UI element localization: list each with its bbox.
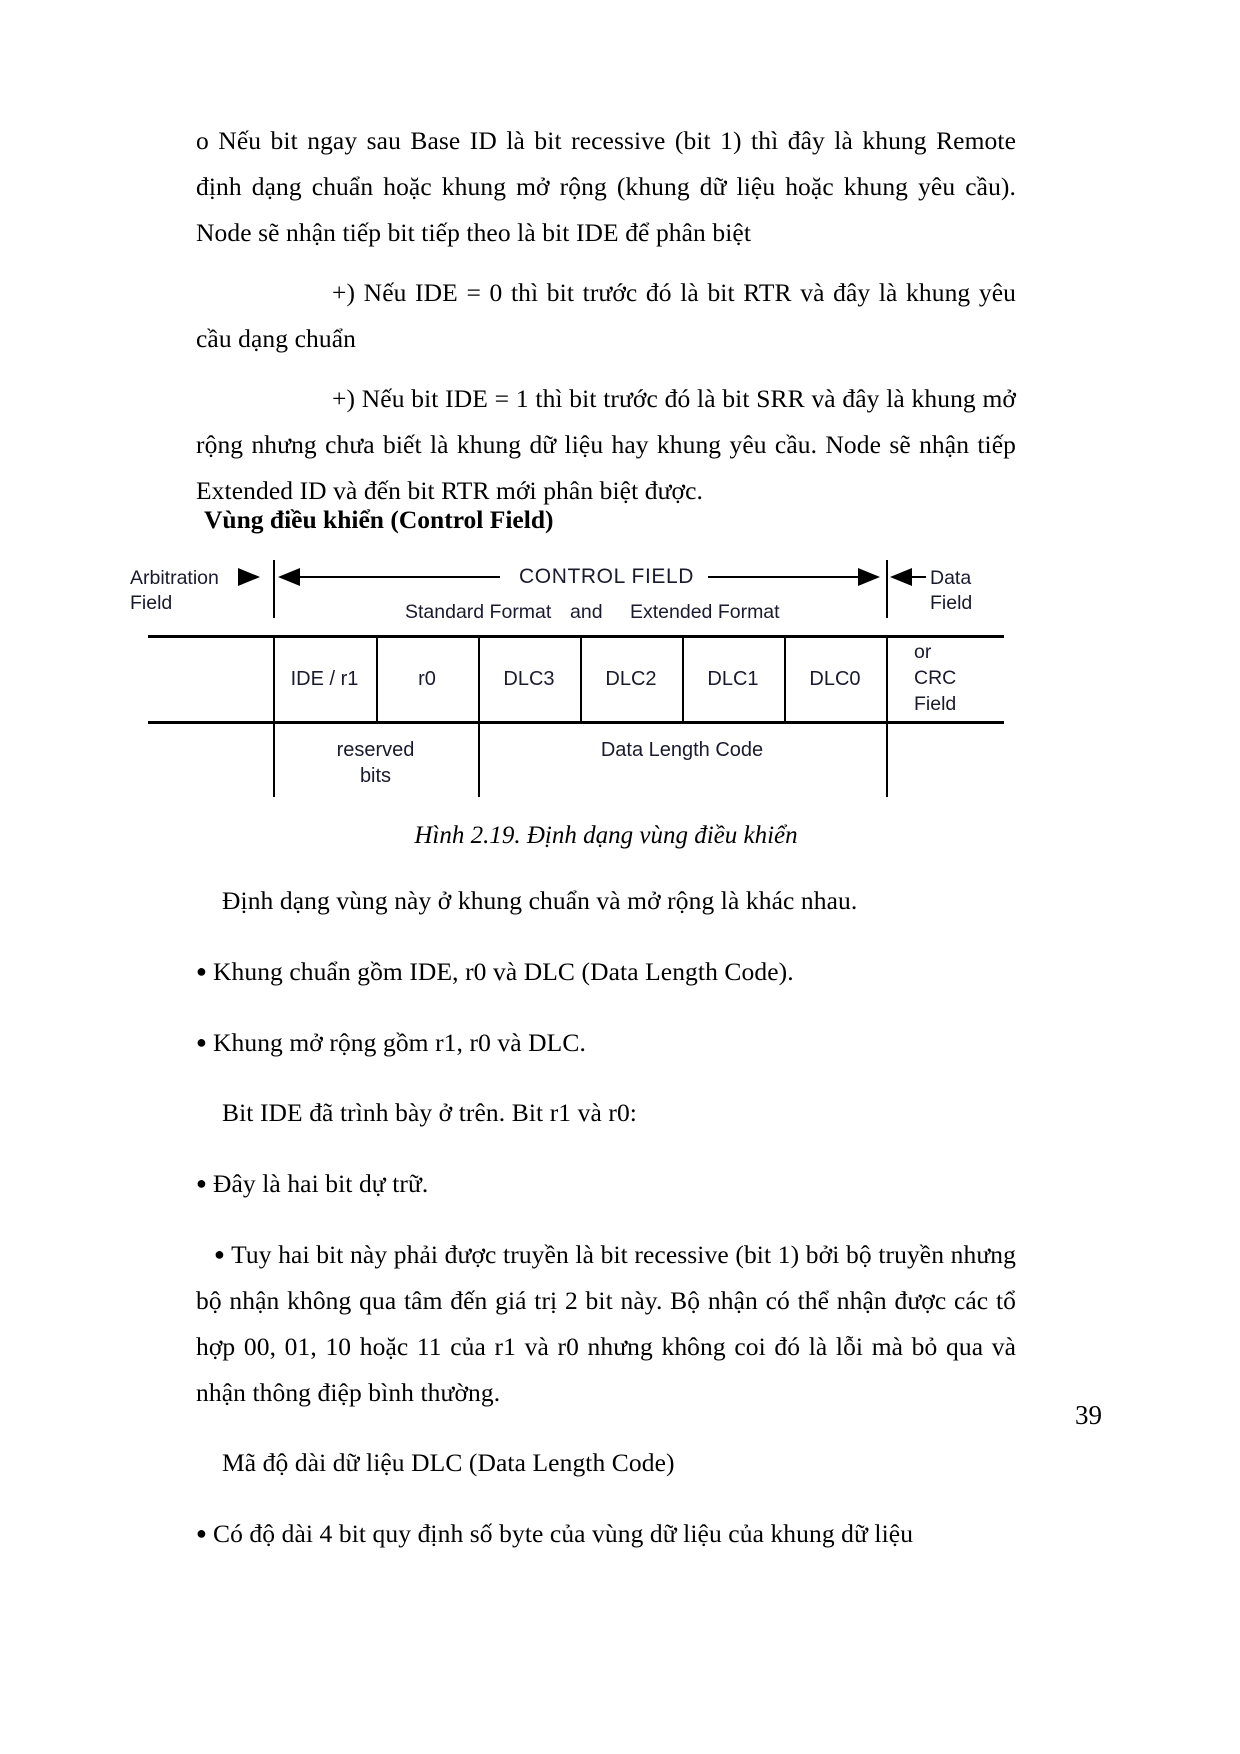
- figure-divider-tick-left: [273, 560, 275, 618]
- page-number: 39: [1075, 1400, 1102, 1430]
- bullet-icon: ●: [196, 1173, 207, 1193]
- paragraph-3: +) Nếu bit IDE = 1 thì bit trước đó là bit SRR và đây là khung mở rộng nhưng chưa biết là khung dữ liệu hay khung yêu cầu. Node sẽ nhận tiếp Extended ID và đến bit RTR mới phân biệt được.: [196, 384, 1016, 505]
- figure-label-crc-field: Field: [914, 693, 957, 715]
- figure-arrow-left-data: [890, 568, 912, 586]
- bullet-icon: ●: [196, 961, 207, 981]
- figure-label-data-field-line1: Data: [930, 567, 972, 589]
- figure-span-line-left: [300, 576, 500, 578]
- bullet-2-text: Khung mở rộng gồm r1, r0 và DLC.: [212, 1028, 586, 1057]
- figure-group-divider: [886, 721, 888, 797]
- figure-cell-r0: r0: [418, 668, 436, 690]
- paragraph-4: Định dạng vùng này ở khung chuẩn và mở rộng là khác nhau.: [222, 886, 858, 915]
- figure-cell-dlc2: DLC2: [605, 668, 657, 690]
- figure-cell-divider: [886, 635, 888, 721]
- paragraph-2: +) Nếu IDE = 0 thì bit trước đó là bit RTR và đây là khung yêu cầu dạng chuẩn: [196, 278, 1016, 353]
- figure-label-or: or: [914, 641, 932, 663]
- figure-span-line-data: [912, 576, 926, 578]
- spacer: [196, 1486, 1016, 1510]
- figure-divider-tick-right: [886, 560, 888, 618]
- figure-arrow-right-arbitration: [238, 568, 260, 586]
- section-heading: Vùng điều khiển (Control Field): [204, 505, 554, 534]
- figure-label-arbitration-field-line2: Field: [130, 592, 173, 614]
- paragraph-6: Mã độ dài dữ liệu DLC (Data Length Code): [222, 1448, 675, 1477]
- figure-caption: Hình 2.19. Định dạng vùng điều khiển: [414, 822, 798, 849]
- figure-cell-dlc3: DLC3: [503, 668, 555, 690]
- paragraph-5: Bit IDE đã trình bày ở trên. Bit r1 và r0:: [222, 1098, 637, 1127]
- bullet-1-text: Khung chuẩn gồm IDE, r0 và DLC (Data Length Code).: [212, 957, 794, 986]
- figure-cell-dlc0: DLC0: [809, 668, 861, 690]
- bullet-icon: ●: [214, 1244, 226, 1264]
- bullet-icon: ●: [196, 1523, 207, 1543]
- figure-control-field: [130, 558, 1010, 808]
- spacer: [196, 256, 1016, 270]
- figure-arrow-left-control: [278, 568, 300, 586]
- figure-group-reserved-bits-line1: reserved: [336, 739, 415, 761]
- spacer: [196, 1066, 1016, 1090]
- figure-label-and: and: [570, 601, 603, 623]
- spacer: [196, 995, 1016, 1019]
- bullet-3: [196, 1160, 1016, 1207]
- paragraph-1: o Nếu bit ngay sau Base ID là bit recessive (bit 1) thì đây là khung Remote định dạng chuẩn hoặc khung mở rộng (khung dữ liệu hoặc khung yêu cầu). Node sẽ nhận tiếp bit tiếp theo là bit IDE để phân biệt: [196, 126, 1016, 247]
- spacer: [196, 1416, 1016, 1440]
- figure-cell-dlc1: DLC1: [707, 668, 759, 690]
- figure-group-reserved-bits-line2: bits: [359, 765, 392, 787]
- figure-group-data-length-code: Data Length Code: [600, 739, 764, 761]
- bullet-4-text: Tuy hai bit này phải được truyền là bit recessive (bit 1) bởi bộ truyền nhưng bộ nhận không qua tâm đến giá trị 2 bit này. Bộ nhận có thể nhận được các tổ hợp 00, 01, 10 hoặc 11 của r1 và r0 nhưng không coi đó là lỗi mà bỏ qua và nhận thông điệp bình thường.: [196, 1240, 1016, 1407]
- figure-arrow-right-control: [858, 568, 880, 586]
- figure-table-top-border: [148, 635, 1004, 638]
- figure-label-data-field-line2: Field: [930, 592, 973, 614]
- section-heading-wrap: [196, 500, 1016, 540]
- figure-label-standard-format: Standard Format: [405, 601, 552, 623]
- text-block-top: [196, 118, 1016, 514]
- bullet-3-text: Đây là hai bit dự trữ.: [212, 1169, 429, 1198]
- figure-span-line-right: [708, 576, 868, 578]
- bullet-4: [196, 1231, 1016, 1416]
- figure-label-control-field: CONTROL FIELD: [519, 565, 695, 588]
- figure-label-extended-format: Extended Format: [630, 601, 780, 623]
- bullet-5-text: Có độ dài 4 bit quy định số byte của vùng dữ liệu của khung dữ liệu: [212, 1519, 914, 1548]
- figure-cell-ide-r1: IDE / r1: [290, 668, 359, 690]
- figure-label-crc: CRC: [914, 667, 957, 689]
- spacer: [196, 1136, 1016, 1160]
- figure-caption-wrap: [196, 816, 1016, 856]
- spacer: [196, 924, 1016, 948]
- bullet-1: [196, 948, 1016, 995]
- spacer: [196, 362, 1016, 376]
- figure-table-middle-border: [148, 721, 1004, 724]
- spacer: [196, 1207, 1016, 1231]
- text-block-bottom: [196, 878, 1016, 1557]
- bullet-icon: ●: [196, 1032, 207, 1052]
- figure-label-arbitration-field-line1: Arbitration: [130, 567, 219, 589]
- bullet-2: [196, 1019, 1016, 1066]
- bullet-5: [196, 1510, 1016, 1557]
